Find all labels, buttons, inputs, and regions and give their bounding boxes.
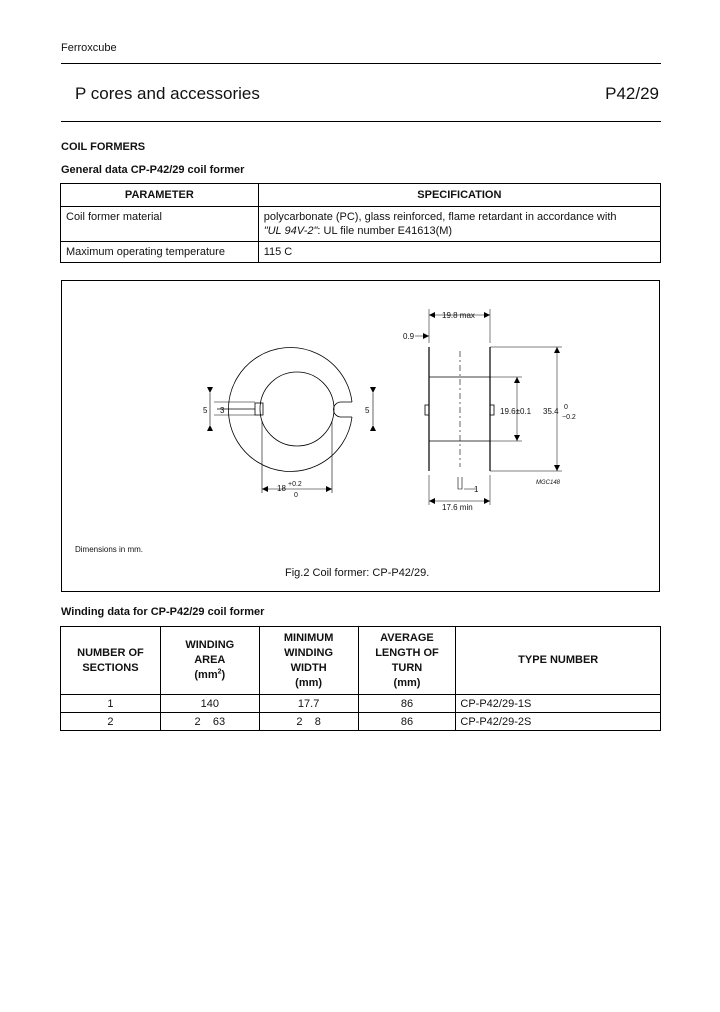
page-title: P cores and accessories xyxy=(75,84,260,103)
header-unit-close: ) xyxy=(221,669,226,681)
length-cell: 86 xyxy=(358,713,456,731)
header-line: SECTIONS xyxy=(82,661,139,674)
spec-cell: 115 C xyxy=(258,242,660,263)
figure-note: Dimensions in mm. xyxy=(75,545,144,554)
pin xyxy=(458,477,462,489)
width-max-label: 19.8 max xyxy=(442,311,475,320)
header-line: WIDTH xyxy=(290,661,327,674)
spec-line: polycarbonate (PC), glass reinforced, flame retardant in accordance with xyxy=(263,211,617,223)
sections-cell: 1 xyxy=(61,695,161,713)
area-cell: 2 63 xyxy=(160,713,259,731)
col-header-sections xyxy=(61,627,161,695)
table-header-row xyxy=(61,184,661,207)
col-header-area xyxy=(160,627,259,695)
unit-superscript: 2 xyxy=(217,668,222,676)
col-header-avg-length xyxy=(358,627,456,695)
brand-name: Ferroxcube xyxy=(61,42,117,54)
header-unit: (mm xyxy=(194,669,218,681)
slot-label-mid: 3 xyxy=(220,406,225,415)
slot-label-left: 5 xyxy=(203,406,208,415)
type-cell: CP-P42/29-2S xyxy=(456,713,661,731)
header-line: WINDING xyxy=(284,646,334,659)
right-slot xyxy=(334,402,353,417)
length-cell: 86 xyxy=(358,695,456,713)
table-row xyxy=(61,695,661,713)
outer-tol-top: 0 xyxy=(564,404,568,411)
general-data-table xyxy=(60,183,661,263)
type-cell: CP-P42/29-1S xyxy=(456,695,661,713)
bore-tol-bottom: 0 xyxy=(294,492,298,499)
table-row xyxy=(61,242,661,263)
spec-ul-file: : UL file number E41613(M) xyxy=(317,225,453,237)
header-rule-top xyxy=(61,63,661,64)
area-cell: 140 xyxy=(160,695,259,713)
table-header-row xyxy=(61,627,661,695)
header-line: AREA xyxy=(194,654,226,666)
spec-ul-rating: "UL 94V-2" xyxy=(263,225,318,237)
section-title: COIL FORMERS xyxy=(61,141,146,153)
coil-former-drawing xyxy=(62,281,659,591)
col-header-parameter: PARAMETER xyxy=(61,184,259,207)
header-line: LENGTH OF xyxy=(375,646,439,659)
header-line: TURN xyxy=(391,661,423,674)
header-line: NUMBER OF xyxy=(77,646,144,659)
header-line: AVERAGE xyxy=(380,631,434,644)
part-number: P42/29 xyxy=(605,84,659,103)
drawing-code: MGC148 xyxy=(536,480,561,486)
winding-data-table xyxy=(60,626,661,731)
bore-label: 18 xyxy=(277,484,286,493)
col-header-min-width xyxy=(259,627,358,695)
spec-cell xyxy=(258,207,660,242)
general-table-caption: General data CP-P42/29 coil former xyxy=(61,164,245,176)
outer-dia-label: 35.4 xyxy=(543,407,559,416)
pin-slot xyxy=(255,403,263,415)
pin-label: 1 xyxy=(474,485,479,494)
param-cell: Maximum operating temperature xyxy=(61,242,259,263)
header-line: WINDING xyxy=(185,639,235,651)
header-line: MINIMUM xyxy=(283,631,334,644)
outer-tol-bottom: −0.2 xyxy=(562,414,576,421)
inner-dia-label: 19.6±0.1 xyxy=(500,407,532,416)
figure-caption: Fig.2 Coil former: CP-P42/29. xyxy=(285,567,430,579)
header-line: (mm) xyxy=(295,676,323,689)
header-rule-bottom xyxy=(61,121,661,122)
header-line: (mm) xyxy=(393,676,421,689)
table-row xyxy=(61,207,661,242)
winding-min-label: 17.6 min xyxy=(442,503,473,512)
winding-table-caption: Winding data for CP-P42/29 coil former xyxy=(61,606,265,618)
col-header-specification: SPECIFICATION xyxy=(258,184,660,207)
width-cell: 17.7 xyxy=(259,695,358,713)
slot-label-right: 5 xyxy=(365,406,370,415)
col-header-type-number: TYPE NUMBER xyxy=(456,627,661,695)
param-cell: Coil former material xyxy=(61,207,259,242)
bore-tol-top: +0.2 xyxy=(288,481,302,488)
sections-cell: 2 xyxy=(61,713,161,731)
width-cell: 2 8 xyxy=(259,713,358,731)
table-row xyxy=(61,713,661,731)
bore-circle xyxy=(260,372,334,446)
flange-label: 0.9 xyxy=(403,332,415,341)
